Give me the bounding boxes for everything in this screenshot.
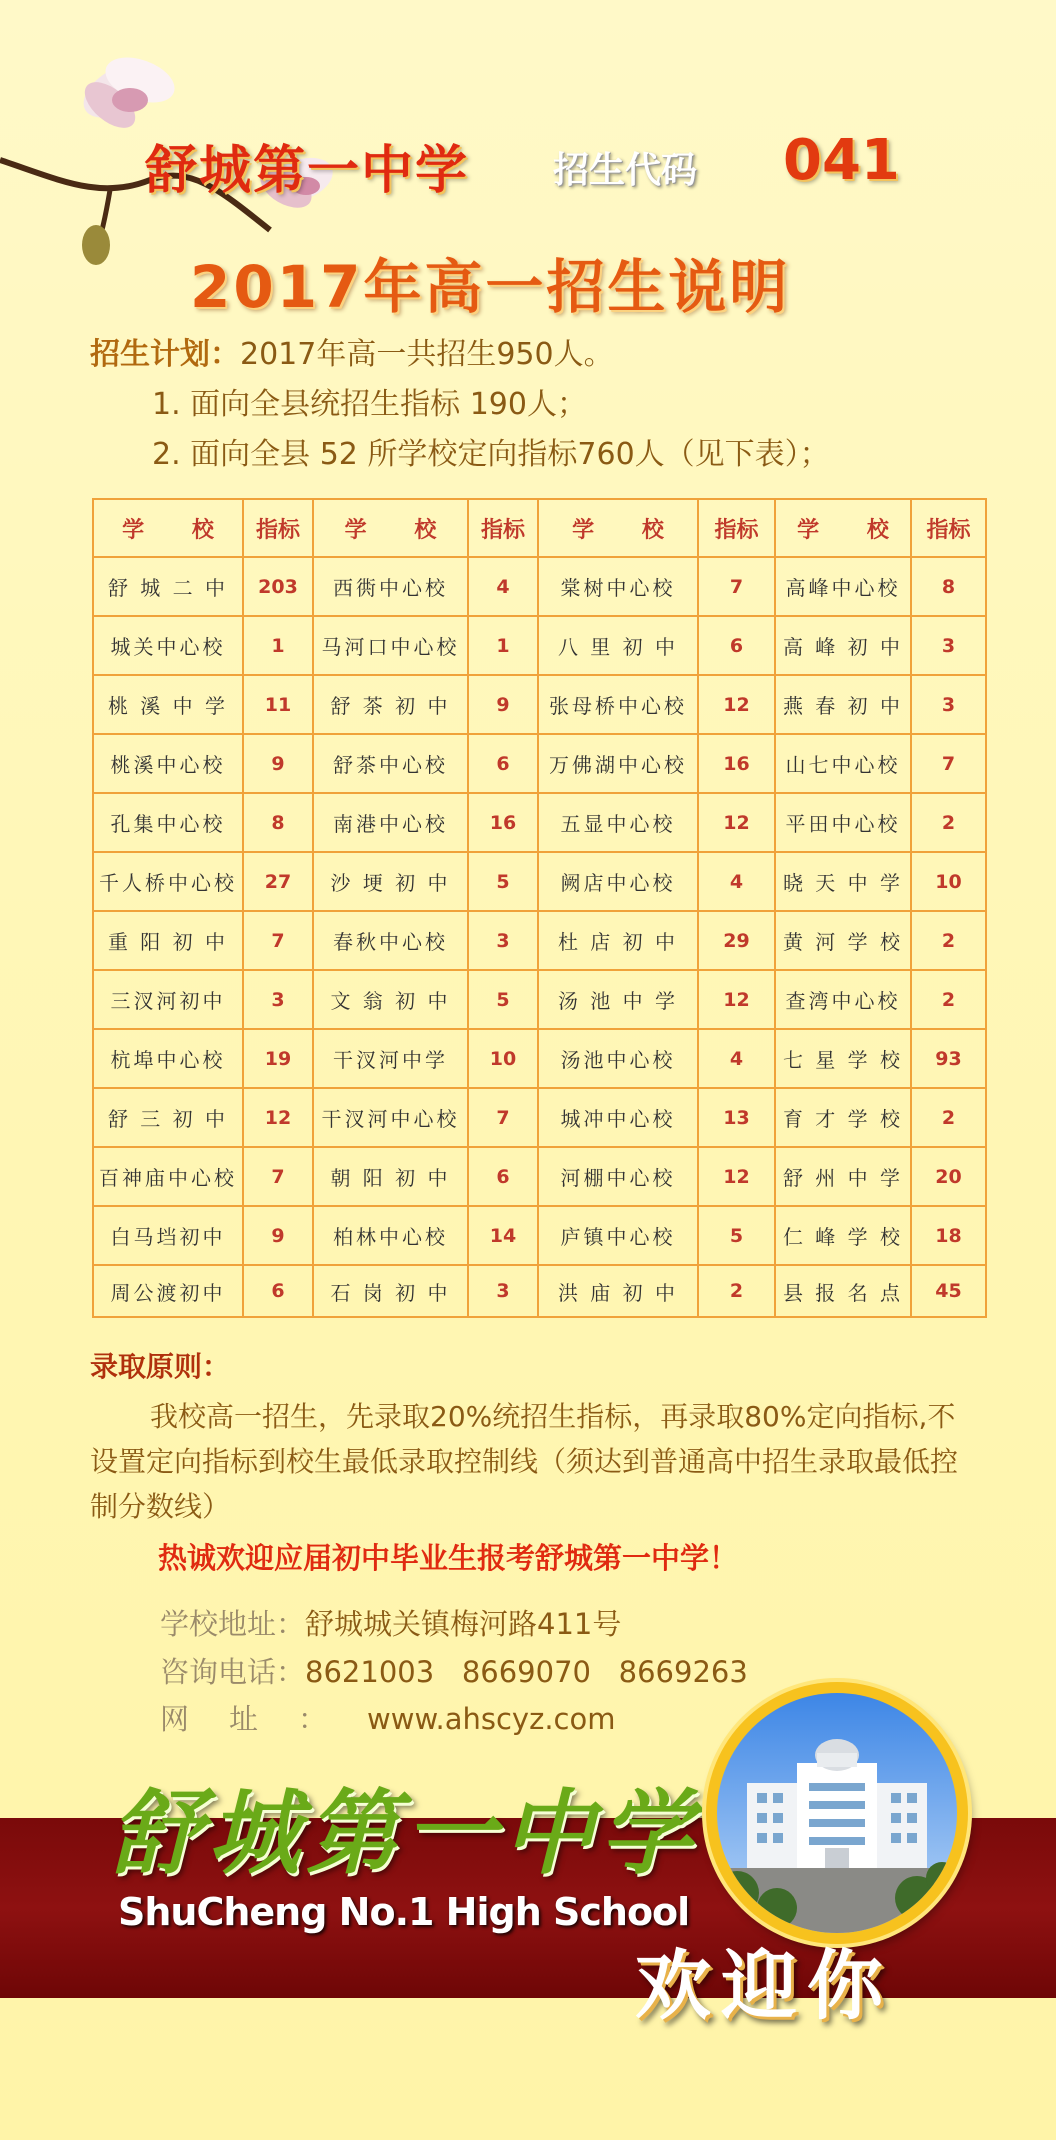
quota-cell: 203 <box>243 557 313 616</box>
contact-phone <box>160 1650 860 1691</box>
quota-cell: 2 <box>911 970 986 1029</box>
quota-cell: 3 <box>468 1265 538 1317</box>
school-cell: 舒 茶 初 中 <box>313 675 468 734</box>
school-cell: 白马垱初中 <box>93 1206 243 1265</box>
quota-cell: 3 <box>911 616 986 675</box>
school-name-heading: 舒城第一中学 <box>145 141 470 201</box>
table-row <box>93 1147 986 1206</box>
quota-cell: 14 <box>468 1206 538 1265</box>
quota-cell: 2 <box>911 793 986 852</box>
quota-cell: 19 <box>243 1029 313 1088</box>
quota-cell: 7 <box>468 1088 538 1147</box>
quota-cell: 4 <box>698 852 775 911</box>
school-cell: 千人桥中心校 <box>93 852 243 911</box>
quota-cell: 9 <box>243 1206 313 1265</box>
welcome-you-text: 欢迎你 <box>635 1941 893 2030</box>
quota-cell: 10 <box>468 1029 538 1088</box>
table-row <box>93 675 986 734</box>
quota-cell: 12 <box>243 1088 313 1147</box>
calligraphy-school-name: 舒城第一中学 <box>110 1779 699 1887</box>
quota-cell: 5 <box>468 970 538 1029</box>
table-row <box>93 1206 986 1265</box>
table-row <box>93 852 986 911</box>
quota-cell: 6 <box>468 734 538 793</box>
table-row <box>93 911 986 970</box>
quota-cell: 1 <box>468 616 538 675</box>
school-cell: 春秋中心校 <box>313 911 468 970</box>
quota-cell: 12 <box>698 970 775 1029</box>
school-cell: 桃溪中心校 <box>93 734 243 793</box>
table-row <box>93 1088 986 1147</box>
school-cell: 舒 三 初 中 <box>93 1088 243 1147</box>
plan-item-1: 1. 面向全县统招生指标 190人； <box>152 387 587 422</box>
school-cell: 城关中心校 <box>93 616 243 675</box>
english-school-name: ShuCheng No.1 High School <box>118 1890 690 1934</box>
quota-cell: 3 <box>243 970 313 1029</box>
school-cell: 城冲中心校 <box>538 1088 698 1147</box>
column-header-quota: 指标 <box>468 499 538 557</box>
school-cell: 山七中心校 <box>775 734 911 793</box>
school-cell: 孔集中心校 <box>93 793 243 852</box>
school-cell: 文 翁 初 中 <box>313 970 468 1029</box>
table-row <box>93 970 986 1029</box>
quota-cell: 18 <box>911 1206 986 1265</box>
school-cell: 查湾中心校 <box>775 970 911 1029</box>
address-label: 学校地址： <box>160 1607 306 1641</box>
school-cell: 育 才 学 校 <box>775 1088 911 1147</box>
school-cell: 干汊河中心校 <box>313 1088 468 1147</box>
quota-cell: 7 <box>698 557 775 616</box>
school-cell: 柏林中心校 <box>313 1206 468 1265</box>
enrollment-plan <box>90 330 990 480</box>
school-cell: 五显中心校 <box>538 793 698 852</box>
quota-cell: 7 <box>911 734 986 793</box>
school-cell: 重 阳 初 中 <box>93 911 243 970</box>
school-cell: 马河口中心校 <box>313 616 468 675</box>
header-line <box>145 128 965 201</box>
school-cell: 南港中心校 <box>313 793 468 852</box>
school-cell: 沙 埂 初 中 <box>313 852 468 911</box>
quota-cell: 6 <box>243 1265 313 1317</box>
school-cell: 杜 店 初 中 <box>538 911 698 970</box>
school-cell: 周公渡初中 <box>93 1265 243 1317</box>
quota-table <box>92 498 987 1318</box>
plan-label: 招生计划： <box>90 337 240 372</box>
school-cell: 干汊河中学 <box>313 1029 468 1088</box>
page-title: 2017年高一招生说明 <box>190 253 791 321</box>
website-label: 网址： <box>160 1702 368 1736</box>
school-cell: 棠树中心校 <box>538 557 698 616</box>
quota-cell: 16 <box>698 734 775 793</box>
quota-cell: 2 <box>911 911 986 970</box>
quota-cell: 1 <box>243 616 313 675</box>
quota-cell: 10 <box>911 852 986 911</box>
school-cell: 县 报 名 点 <box>775 1265 911 1317</box>
phone-label: 咨询电话： <box>160 1655 306 1689</box>
quota-cell: 45 <box>911 1265 986 1317</box>
school-cell: 庐镇中心校 <box>538 1206 698 1265</box>
school-cell: 汤 池 中 学 <box>538 970 698 1029</box>
table-row <box>93 734 986 793</box>
school-cell: 西衖中心校 <box>313 557 468 616</box>
quota-cell: 13 <box>698 1088 775 1147</box>
school-building-photo <box>706 1682 968 1944</box>
quota-cell: 7 <box>243 911 313 970</box>
quota-cell: 9 <box>243 734 313 793</box>
school-cell: 三汊河初中 <box>93 970 243 1029</box>
column-header-school: 学 校 <box>775 499 911 557</box>
quota-cell: 6 <box>698 616 775 675</box>
school-cell: 八 里 初 中 <box>538 616 698 675</box>
admission-principles-title: 录取原则： <box>90 1350 231 1383</box>
school-cell: 朝 阳 初 中 <box>313 1147 468 1206</box>
quota-cell: 5 <box>468 852 538 911</box>
contact-address <box>160 1602 860 1643</box>
quota-cell: 5 <box>698 1206 775 1265</box>
school-cell: 石 岗 初 中 <box>313 1265 468 1317</box>
plan-summary: 2017年高一共招生950人。 <box>240 337 614 372</box>
school-cell: 百神庙中心校 <box>93 1147 243 1206</box>
phone-value: 8621003 8669070 8669263 <box>305 1655 748 1689</box>
school-cell: 杭埠中心校 <box>93 1029 243 1088</box>
table-row <box>93 616 986 675</box>
school-cell: 平田中心校 <box>775 793 911 852</box>
quota-cell: 27 <box>243 852 313 911</box>
address-value: 舒城城关镇梅河路411号 <box>305 1607 622 1641</box>
school-cell: 晓 天 中 学 <box>775 852 911 911</box>
quota-cell: 20 <box>911 1147 986 1206</box>
school-cell: 黄 河 学 校 <box>775 911 911 970</box>
column-header-school: 学 校 <box>313 499 468 557</box>
quota-cell: 3 <box>468 911 538 970</box>
table-row <box>93 1265 986 1317</box>
quota-cell: 93 <box>911 1029 986 1088</box>
school-cell: 洪 庙 初 中 <box>538 1265 698 1317</box>
table-row <box>93 557 986 616</box>
quota-cell: 3 <box>911 675 986 734</box>
school-cell: 高峰中心校 <box>775 557 911 616</box>
quota-cell: 2 <box>698 1265 775 1317</box>
admission-principles-text: 我校高一招生，先录取20%统招生指标，再录取80%定向指标,不设置定向指标到校生最低录取控制线（须达到普通高中招生录取最低控制分数线） <box>90 1400 959 1523</box>
school-cell: 舒茶中心校 <box>313 734 468 793</box>
school-cell: 张母桥中心校 <box>538 675 698 734</box>
quota-cell: 6 <box>468 1147 538 1206</box>
quota-cell: 12 <box>698 793 775 852</box>
school-cell: 七 星 学 校 <box>775 1029 911 1088</box>
welcome-message: 热诚欢迎应届初中毕业生报考舒城第一中学！ <box>158 1541 739 1575</box>
column-header-quota: 指标 <box>698 499 775 557</box>
quota-cell: 8 <box>911 557 986 616</box>
school-cell: 仁 峰 学 校 <box>775 1206 911 1265</box>
quota-cell: 4 <box>468 557 538 616</box>
enrollment-code-label: 招生代码 <box>553 150 698 191</box>
quota-cell: 9 <box>468 675 538 734</box>
column-header-quota: 指标 <box>243 499 313 557</box>
quota-cell: 16 <box>468 793 538 852</box>
school-cell: 高 峰 初 中 <box>775 616 911 675</box>
quota-cell: 29 <box>698 911 775 970</box>
quota-cell: 12 <box>698 675 775 734</box>
quota-cell: 2 <box>911 1088 986 1147</box>
building-illustration <box>717 1693 957 1933</box>
quota-cell: 4 <box>698 1029 775 1088</box>
school-cell: 汤池中心校 <box>538 1029 698 1088</box>
school-cell: 燕 春 初 中 <box>775 675 911 734</box>
table-row <box>93 1029 986 1088</box>
school-cell: 阙店中心校 <box>538 852 698 911</box>
column-header-school: 学 校 <box>538 499 698 557</box>
column-header-quota: 指标 <box>911 499 986 557</box>
quota-cell: 7 <box>243 1147 313 1206</box>
website-link[interactable]: www.ahscyz.com <box>367 1702 616 1736</box>
table-row <box>93 793 986 852</box>
column-header-school: 学 校 <box>93 499 243 557</box>
school-cell: 舒 州 中 学 <box>775 1147 911 1206</box>
school-cell: 万佛湖中心校 <box>538 734 698 793</box>
table-header-row <box>93 499 986 557</box>
plan-item-2: 2. 面向全县 52 所学校定向指标760人（见下表）； <box>152 437 830 472</box>
quota-cell: 11 <box>243 675 313 734</box>
quota-cell: 8 <box>243 793 313 852</box>
school-cell: 舒 城 二 中 <box>93 557 243 616</box>
school-cell: 河棚中心校 <box>538 1147 698 1206</box>
enrollment-code-number: 041 <box>783 128 900 193</box>
school-cell: 桃 溪 中 学 <box>93 675 243 734</box>
quota-cell: 12 <box>698 1147 775 1206</box>
